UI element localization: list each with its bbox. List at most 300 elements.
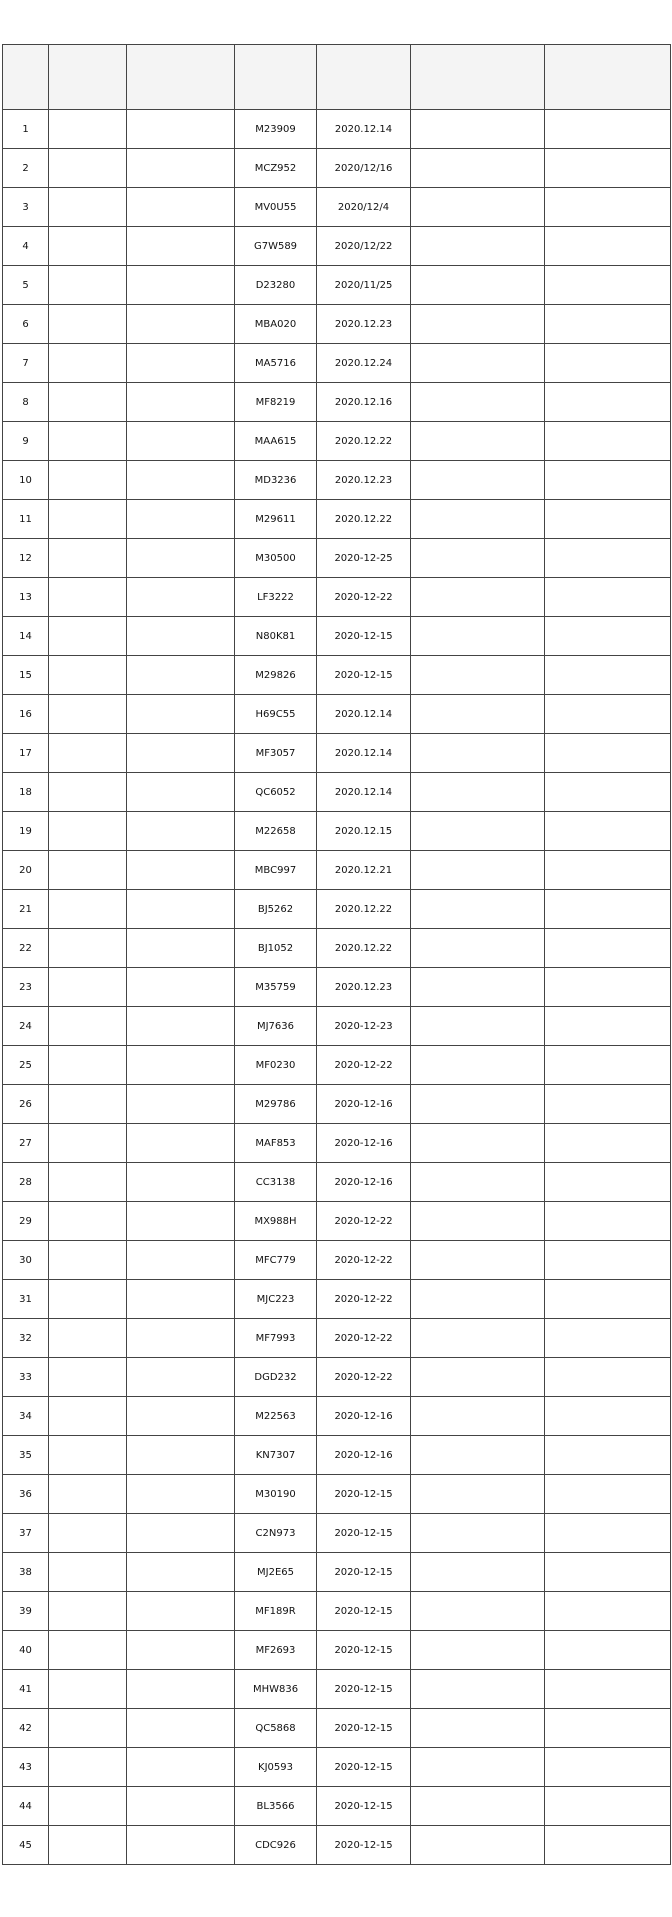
cell-date: 2020.12.21 <box>317 851 411 890</box>
cell-act <box>545 305 671 344</box>
cell-name <box>49 461 127 500</box>
cell-name <box>49 617 127 656</box>
cell-name <box>49 1748 127 1787</box>
cell-no: 3 <box>3 188 49 227</box>
cell-name <box>49 266 127 305</box>
cell-no: 17 <box>3 734 49 773</box>
table-row <box>3 578 671 617</box>
table-row <box>3 812 671 851</box>
cell-plate: M29611 <box>235 500 317 539</box>
cell-plate: M30190 <box>235 1475 317 1514</box>
table-row <box>3 539 671 578</box>
cell-place <box>411 344 545 383</box>
table-row <box>3 1748 671 1787</box>
table-row <box>3 617 671 656</box>
table-row <box>3 1514 671 1553</box>
cell-place <box>411 1280 545 1319</box>
cell-act <box>545 500 671 539</box>
cell-name <box>49 305 127 344</box>
cell-place <box>411 929 545 968</box>
cell-plate: MAA615 <box>235 422 317 461</box>
cell-no: 6 <box>3 305 49 344</box>
cell-place <box>411 773 545 812</box>
cell-plate: MAF853 <box>235 1124 317 1163</box>
cell-date: 2020-12-22 <box>317 1280 411 1319</box>
cell-no: 24 <box>3 1007 49 1046</box>
cell-no: 29 <box>3 1202 49 1241</box>
cell-date: 2020.12.23 <box>317 305 411 344</box>
cell-act <box>545 1046 671 1085</box>
table-row <box>3 1319 671 1358</box>
table-row <box>3 1007 671 1046</box>
cell-plate: MF8219 <box>235 383 317 422</box>
cell-no: 38 <box>3 1553 49 1592</box>
cell-act <box>545 188 671 227</box>
table-row <box>3 1436 671 1475</box>
cell-plate: M35759 <box>235 968 317 1007</box>
table-header <box>3 45 671 110</box>
cell-date: 2020.12.24 <box>317 344 411 383</box>
cell-plate: MV0U55 <box>235 188 317 227</box>
cell-plate: BJ5262 <box>235 890 317 929</box>
table-row <box>3 383 671 422</box>
cell-act <box>545 578 671 617</box>
cell-unit <box>127 890 235 929</box>
cell-date: 2020/11/25 <box>317 266 411 305</box>
cell-unit <box>127 851 235 890</box>
cell-place <box>411 1475 545 1514</box>
cell-no: 39 <box>3 1592 49 1631</box>
cell-place <box>411 1358 545 1397</box>
cell-unit <box>127 1514 235 1553</box>
cell-name <box>49 227 127 266</box>
table-row <box>3 227 671 266</box>
cell-date: 2020.12.22 <box>317 500 411 539</box>
table-row <box>3 734 671 773</box>
cell-plate: MJ7636 <box>235 1007 317 1046</box>
cell-unit <box>127 1358 235 1397</box>
cell-date: 2020.12.14 <box>317 110 411 149</box>
cell-place <box>411 305 545 344</box>
cell-unit <box>127 344 235 383</box>
cell-place <box>411 1007 545 1046</box>
cell-plate: M22563 <box>235 1397 317 1436</box>
cell-act <box>545 968 671 1007</box>
table-row <box>3 1553 671 1592</box>
cell-name <box>49 1241 127 1280</box>
cell-unit <box>127 1826 235 1865</box>
cell-name <box>49 1007 127 1046</box>
cell-date: 2020.12.22 <box>317 890 411 929</box>
cell-no: 4 <box>3 227 49 266</box>
cell-name <box>49 1475 127 1514</box>
cell-date: 2020-12-22 <box>317 1046 411 1085</box>
cell-no: 7 <box>3 344 49 383</box>
table-row <box>3 1124 671 1163</box>
cell-name <box>49 1358 127 1397</box>
cell-place <box>411 1124 545 1163</box>
table-row <box>3 1475 671 1514</box>
table-row <box>3 851 671 890</box>
table-body <box>3 110 671 1865</box>
cell-no: 5 <box>3 266 49 305</box>
cell-plate: M29786 <box>235 1085 317 1124</box>
cell-name <box>49 968 127 1007</box>
cell-place <box>411 500 545 539</box>
cell-name <box>49 929 127 968</box>
cell-place <box>411 656 545 695</box>
cell-date: 2020-12-15 <box>317 617 411 656</box>
cell-act <box>545 851 671 890</box>
cell-no: 21 <box>3 890 49 929</box>
cell-act <box>545 1631 671 1670</box>
cell-place <box>411 617 545 656</box>
cell-place <box>411 968 545 1007</box>
cell-plate: MJ2E65 <box>235 1553 317 1592</box>
cell-no: 42 <box>3 1709 49 1748</box>
cell-unit <box>127 500 235 539</box>
cell-unit <box>127 461 235 500</box>
cell-no: 20 <box>3 851 49 890</box>
cell-date: 2020-12-16 <box>317 1085 411 1124</box>
cell-plate: QC6052 <box>235 773 317 812</box>
cell-date: 2020-12-22 <box>317 1319 411 1358</box>
cell-act <box>545 422 671 461</box>
cell-date: 2020/12/4 <box>317 188 411 227</box>
cell-no: 9 <box>3 422 49 461</box>
cell-name <box>49 1319 127 1358</box>
cell-act <box>545 1748 671 1787</box>
cell-act <box>545 1007 671 1046</box>
cell-plate: QC5868 <box>235 1709 317 1748</box>
cell-name <box>49 734 127 773</box>
cell-place <box>411 1085 545 1124</box>
cell-unit <box>127 1319 235 1358</box>
cell-act <box>545 1163 671 1202</box>
cell-name <box>49 1553 127 1592</box>
cell-name <box>49 500 127 539</box>
cell-name <box>49 890 127 929</box>
cell-unit <box>127 1202 235 1241</box>
cell-place <box>411 227 545 266</box>
cell-date: 2020-12-15 <box>317 1631 411 1670</box>
cell-date: 2020.12.14 <box>317 695 411 734</box>
cell-act <box>545 812 671 851</box>
cell-name <box>49 1787 127 1826</box>
cell-plate: M23909 <box>235 110 317 149</box>
cell-no: 1 <box>3 110 49 149</box>
table-row <box>3 266 671 305</box>
cell-place <box>411 1709 545 1748</box>
cell-date: 2020-12-15 <box>317 1787 411 1826</box>
cell-place <box>411 1046 545 1085</box>
cell-plate: MA5716 <box>235 344 317 383</box>
table-row <box>3 1631 671 1670</box>
cell-date: 2020-12-22 <box>317 578 411 617</box>
cell-plate: MD3236 <box>235 461 317 500</box>
cell-plate: BJ1052 <box>235 929 317 968</box>
cell-act <box>545 1436 671 1475</box>
cell-no: 10 <box>3 461 49 500</box>
cell-no: 28 <box>3 1163 49 1202</box>
cell-unit <box>127 1787 235 1826</box>
cell-place <box>411 110 545 149</box>
cell-date: 2020.12.22 <box>317 929 411 968</box>
cell-act <box>545 149 671 188</box>
cell-place <box>411 1748 545 1787</box>
table-row <box>3 1202 671 1241</box>
cell-no: 30 <box>3 1241 49 1280</box>
cell-unit <box>127 188 235 227</box>
cell-act <box>545 929 671 968</box>
cell-no: 8 <box>3 383 49 422</box>
cell-unit <box>127 1007 235 1046</box>
cell-act <box>545 1826 671 1865</box>
cell-plate: CC3138 <box>235 1163 317 1202</box>
cell-act <box>545 1358 671 1397</box>
cell-no: 23 <box>3 968 49 1007</box>
cell-unit <box>127 656 235 695</box>
cell-name <box>49 812 127 851</box>
cell-no: 16 <box>3 695 49 734</box>
cell-place <box>411 266 545 305</box>
header-cell-act <box>545 45 671 110</box>
cell-plate: M22658 <box>235 812 317 851</box>
cell-unit <box>127 968 235 1007</box>
cell-place <box>411 1553 545 1592</box>
cell-no: 43 <box>3 1748 49 1787</box>
cell-plate: MX988H <box>235 1202 317 1241</box>
table-row <box>3 1592 671 1631</box>
cell-name <box>49 1709 127 1748</box>
cell-plate: G7W589 <box>235 227 317 266</box>
cell-date: 2020-12-15 <box>317 1514 411 1553</box>
cell-place <box>411 1241 545 1280</box>
cell-name <box>49 578 127 617</box>
cell-act <box>545 695 671 734</box>
cell-name <box>49 422 127 461</box>
cell-act <box>545 890 671 929</box>
cell-unit <box>127 1631 235 1670</box>
cell-unit <box>127 695 235 734</box>
cell-date: 2020-12-15 <box>317 656 411 695</box>
cell-name <box>49 1085 127 1124</box>
cell-name <box>49 1046 127 1085</box>
table-row <box>3 1709 671 1748</box>
table-row <box>3 461 671 500</box>
cell-no: 25 <box>3 1046 49 1085</box>
cell-no: 32 <box>3 1319 49 1358</box>
table-row <box>3 1670 671 1709</box>
cell-place <box>411 1514 545 1553</box>
cell-name <box>49 1592 127 1631</box>
cell-no: 26 <box>3 1085 49 1124</box>
cell-date: 2020-12-22 <box>317 1241 411 1280</box>
header-cell-unit <box>127 45 235 110</box>
cell-name <box>49 149 127 188</box>
cell-unit <box>127 773 235 812</box>
cell-name <box>49 1124 127 1163</box>
cell-place <box>411 578 545 617</box>
cell-name <box>49 1631 127 1670</box>
cell-plate: MCZ952 <box>235 149 317 188</box>
cell-plate: MF7993 <box>235 1319 317 1358</box>
cell-unit <box>127 1124 235 1163</box>
cell-name <box>49 383 127 422</box>
cell-no: 33 <box>3 1358 49 1397</box>
cell-act <box>545 344 671 383</box>
cell-name <box>49 1280 127 1319</box>
table-row <box>3 1163 671 1202</box>
cell-place <box>411 1592 545 1631</box>
cell-act <box>545 617 671 656</box>
cell-name <box>49 1514 127 1553</box>
cell-name <box>49 773 127 812</box>
table-row <box>3 422 671 461</box>
table-row <box>3 773 671 812</box>
cell-unit <box>127 1397 235 1436</box>
table-row <box>3 656 671 695</box>
cell-unit <box>127 812 235 851</box>
cell-unit <box>127 1748 235 1787</box>
cell-plate: MJC223 <box>235 1280 317 1319</box>
cell-plate: C2N973 <box>235 1514 317 1553</box>
cell-unit <box>127 1553 235 1592</box>
cell-date: 2020/12/22 <box>317 227 411 266</box>
cell-place <box>411 461 545 500</box>
cell-date: 2020-12-16 <box>317 1397 411 1436</box>
cell-date: 2020-12-25 <box>317 539 411 578</box>
cell-no: 22 <box>3 929 49 968</box>
cell-date: 2020-12-16 <box>317 1163 411 1202</box>
cell-place <box>411 1397 545 1436</box>
cell-plate: KJ0593 <box>235 1748 317 1787</box>
cell-date: 2020-12-22 <box>317 1358 411 1397</box>
table-row <box>3 1046 671 1085</box>
cell-name <box>49 1397 127 1436</box>
cell-place <box>411 383 545 422</box>
cell-plate: MF3057 <box>235 734 317 773</box>
cell-plate: MBA020 <box>235 305 317 344</box>
cell-act <box>545 266 671 305</box>
table-row <box>3 1241 671 1280</box>
cell-act <box>545 1280 671 1319</box>
cell-name <box>49 1826 127 1865</box>
cell-act <box>545 539 671 578</box>
cell-act <box>545 734 671 773</box>
cell-unit <box>127 1241 235 1280</box>
cell-no: 31 <box>3 1280 49 1319</box>
cell-no: 36 <box>3 1475 49 1514</box>
table-row <box>3 149 671 188</box>
cell-no: 37 <box>3 1514 49 1553</box>
table-row <box>3 344 671 383</box>
cell-name <box>49 695 127 734</box>
cell-no: 44 <box>3 1787 49 1826</box>
cell-date: 2020-12-15 <box>317 1709 411 1748</box>
cell-date: 2020-12-15 <box>317 1592 411 1631</box>
table-row <box>3 188 671 227</box>
table-row <box>3 890 671 929</box>
cell-unit <box>127 1046 235 1085</box>
cell-plate: MBC997 <box>235 851 317 890</box>
cell-plate: DGD232 <box>235 1358 317 1397</box>
cell-act <box>545 1553 671 1592</box>
cell-no: 34 <box>3 1397 49 1436</box>
cell-no: 2 <box>3 149 49 188</box>
cell-date: 2020-12-23 <box>317 1007 411 1046</box>
cell-date: 2020.12.23 <box>317 968 411 1007</box>
cell-unit <box>127 1280 235 1319</box>
table-row <box>3 305 671 344</box>
cell-unit <box>127 1592 235 1631</box>
cell-act <box>545 1709 671 1748</box>
cell-place <box>411 1787 545 1826</box>
cell-date: 2020.12.16 <box>317 383 411 422</box>
cell-no: 11 <box>3 500 49 539</box>
cell-place <box>411 422 545 461</box>
cell-no: 41 <box>3 1670 49 1709</box>
cell-unit <box>127 929 235 968</box>
cell-unit <box>127 149 235 188</box>
cell-place <box>411 1163 545 1202</box>
table-row <box>3 1826 671 1865</box>
cell-name <box>49 344 127 383</box>
cell-unit <box>127 1436 235 1475</box>
cell-unit <box>127 1709 235 1748</box>
cell-unit <box>127 110 235 149</box>
cell-unit <box>127 1670 235 1709</box>
cell-date: 2020-12-15 <box>317 1475 411 1514</box>
cell-plate: MF189R <box>235 1592 317 1631</box>
cell-act <box>545 1787 671 1826</box>
cell-act <box>545 1475 671 1514</box>
cell-unit <box>127 1475 235 1514</box>
cell-date: 2020-12-15 <box>317 1748 411 1787</box>
cell-place <box>411 1202 545 1241</box>
cell-unit <box>127 578 235 617</box>
cell-no: 12 <box>3 539 49 578</box>
table-row <box>3 110 671 149</box>
cell-no: 27 <box>3 1124 49 1163</box>
cell-plate: M29826 <box>235 656 317 695</box>
cell-place <box>411 734 545 773</box>
table-row <box>3 929 671 968</box>
cell-act <box>545 1241 671 1280</box>
cell-place <box>411 890 545 929</box>
cell-date: 2020/12/16 <box>317 149 411 188</box>
cell-plate: LF3222 <box>235 578 317 617</box>
header-cell-date <box>317 45 411 110</box>
cell-date: 2020-12-22 <box>317 1202 411 1241</box>
cell-date: 2020.12.23 <box>317 461 411 500</box>
cell-unit <box>127 617 235 656</box>
table-row <box>3 695 671 734</box>
cell-date: 2020-12-16 <box>317 1124 411 1163</box>
cell-plate: MFC779 <box>235 1241 317 1280</box>
cell-no: 14 <box>3 617 49 656</box>
cell-name <box>49 1436 127 1475</box>
cell-date: 2020.12.15 <box>317 812 411 851</box>
cell-name <box>49 1163 127 1202</box>
cell-act <box>545 227 671 266</box>
cell-name <box>49 1202 127 1241</box>
table-row <box>3 1280 671 1319</box>
cell-plate: N80K81 <box>235 617 317 656</box>
violations-table <box>2 44 671 1865</box>
cell-place <box>411 812 545 851</box>
cell-act <box>545 1124 671 1163</box>
